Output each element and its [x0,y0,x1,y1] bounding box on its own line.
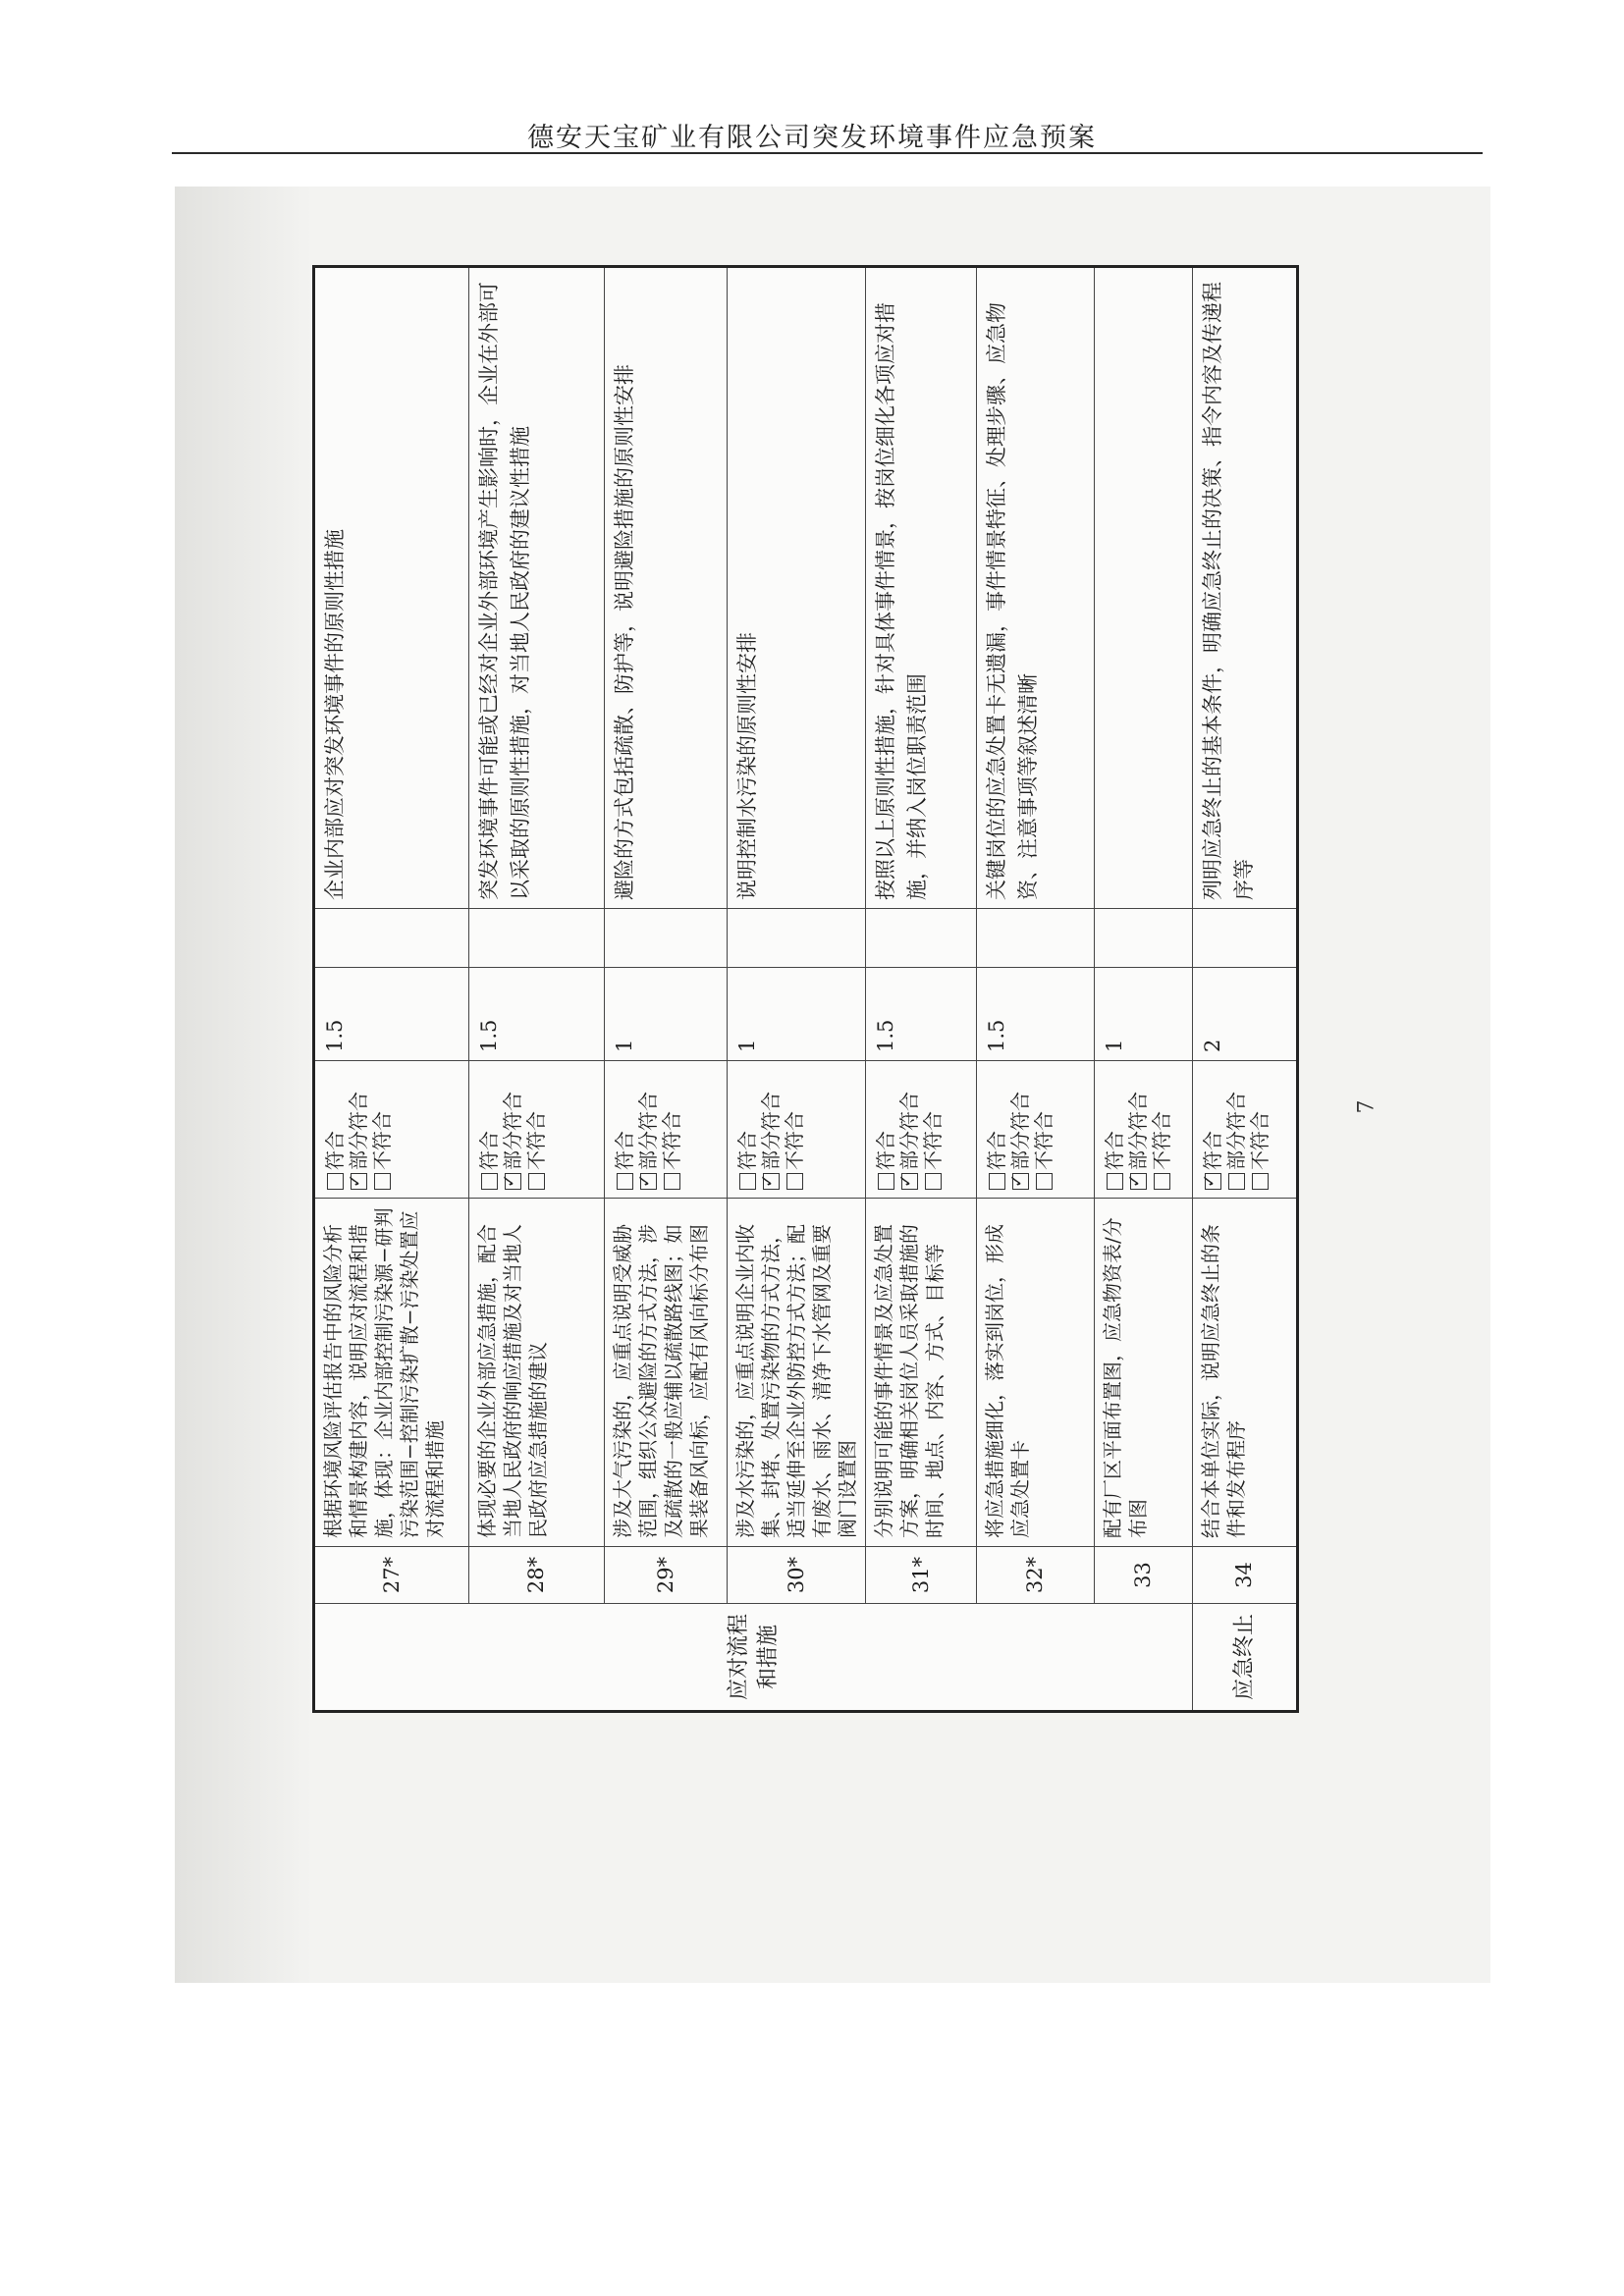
rotated-evaluation-table-wrapper [312,265,1299,1713]
scan-shadow [175,187,312,1983]
category-cell: 应对流程和措施 [314,1604,1193,1712]
reason-cell [1095,909,1193,968]
checkbox-icon [1107,1173,1123,1190]
checkbox-icon [528,1173,545,1190]
checkbox-icon [925,1173,942,1190]
reason-cell [866,909,977,968]
score-cell: 1 [1095,968,1193,1061]
score-cell: 2 [1193,968,1298,1061]
compliance-checkboxes: ✓符合 部分符合 不符合 [1193,1061,1298,1199]
score-cell: 1.5 [977,968,1095,1061]
compliance-checkboxes: 符合 ✓ 部分符合 不符合 [469,1061,605,1199]
category-cell: 应急终止 [1193,1604,1298,1712]
table-row [866,267,977,1712]
item-number: 31* [866,1547,977,1604]
note-cell [1095,267,1193,909]
requirement-text: 将应急措施细化，落实到岗位，形成应急处置卡 [977,1199,1095,1547]
note-cell: 企业内部应对突发环境事件的原则性措施 [314,267,469,909]
score-cell: 1.5 [469,968,605,1061]
item-number: 32* [977,1547,1095,1604]
note-cell: 说明控制水污染的原则性安排 [728,267,866,909]
checkbox-icon [878,1173,894,1190]
score-cell: 1.5 [314,968,469,1061]
table-row [977,267,1095,1712]
item-number: 28* [469,1547,605,1604]
reason-cell [977,909,1095,968]
compliance-checkboxes: 符合 ✓ 部分符合 不符合 [866,1061,977,1199]
requirement-text: 体现必要的企业外部应急措施，配合当地人民政府的响应措施及对当地人民政府应急措施的建议 [469,1199,605,1547]
checked-box-icon [1012,1173,1029,1190]
table-row [605,267,728,1712]
checkbox-icon [989,1173,1005,1190]
score-cell: 1 [728,968,866,1061]
checkbox-icon [481,1173,498,1190]
checkbox-icon [617,1173,633,1190]
reason-cell [605,909,728,968]
checkbox-icon [739,1173,756,1190]
checked-box-icon [351,1173,367,1190]
note-cell: 按照以上原则性措施，针对具体事件情景，按岗位细化各项应对措施，并纳入岗位职责范围 [866,267,977,909]
checkbox-icon [664,1173,680,1190]
score-cell: 1.5 [866,968,977,1061]
evaluation-table [312,265,1299,1713]
reason-cell [314,909,469,968]
page-header-title: 德安天宝矿业有限公司突发环境事件应急预案 [527,123,1097,153]
checkbox-icon [1154,1173,1170,1190]
table-row [314,267,469,1712]
item-number: 27* [314,1547,469,1604]
requirement-text: 分别说明可能的事件情景及应急处置方案，明确相关岗位人员采取措施的时间、地点、内容、方式、目标等 [866,1199,977,1547]
checked-box-icon [763,1173,780,1190]
checked-box-icon [901,1173,918,1190]
table-row [728,267,866,1712]
checkbox-icon [327,1173,344,1190]
checked-box-icon [1130,1173,1147,1190]
checkbox-icon [374,1173,391,1190]
compliance-checkboxes: 符合 ✓ 部分符合 不符合 [728,1061,866,1199]
header-divider [172,152,1483,154]
requirement-text: 根据环境风险评估报告中的风险分析和情景构建内容，说明应对流程和措施，体现：企业内部控制污染源−研判污染范围−控制污染扩散−污染处置应对流程和措施 [314,1199,469,1547]
item-number: 29* [605,1547,728,1604]
compliance-checkboxes: 符合 ✓ 部分符合 不符合 [605,1061,728,1199]
checkbox-icon [1036,1173,1053,1190]
note-cell: 关键岗位的应急处置卡无遗漏，事件情景特征、处理步骤、应急物资、注意事项等叙述清晰 [977,267,1095,909]
requirement-text: 配有厂区平面布置图，应急物资表/分布图 [1095,1199,1193,1547]
checked-box-icon [505,1173,521,1190]
reason-cell [728,909,866,968]
item-number: 34 [1193,1547,1298,1604]
checked-box-icon [640,1173,657,1190]
reason-cell [469,909,605,968]
checkbox-icon [786,1173,803,1190]
score-cell: 1 [605,968,728,1061]
requirement-text: 结合本单位实际，说明应急终止的条件和发布程序 [1193,1199,1298,1547]
note-cell: 避险的方式包括疏散、防护等，说明避险措施的原则性安排 [605,267,728,909]
note-cell: 突发环境事件可能或已经对企业外部环境产生影响时，企业在外部可以采取的原则性措施，对当地人民政府的建议性措施 [469,267,605,909]
table-row [1095,267,1193,1712]
checked-box-icon [1205,1173,1221,1190]
compliance-checkboxes: 符合 ✓ 部分符合 不符合 [977,1061,1095,1199]
page-number: 7 [1354,1099,1380,1114]
compliance-checkboxes: 符合 ✓ 部分符合 不符合 [1095,1061,1193,1199]
note-cell: 列明应急终止的基本条件，明确应急终止的决策、指令内容及传递程序等 [1193,267,1298,909]
table-row [1193,267,1298,1712]
table-row [469,267,605,1712]
item-number: 30* [728,1547,866,1604]
requirement-text: 涉及水污染的，应重点说明企业内收集、封堵、处置污染物的方式方法，适当延伸至企业外防控方式方法；配有废水、雨水、清净下水管网及重要阀门设置图 [728,1199,866,1547]
item-number: 33 [1095,1547,1193,1604]
checkbox-icon [1252,1173,1269,1190]
checkbox-icon [1228,1173,1245,1190]
reason-cell [1193,909,1298,968]
compliance-checkboxes: 符合 ✓ 部分符合 不符合 [314,1061,469,1199]
requirement-text: 涉及大气污染的，应重点说明受威胁范围，组织公众避险的方式方法，涉及疏散的一般应辅以疏散路线图；如果装备风向标，应配有风向标分布图 [605,1199,728,1547]
